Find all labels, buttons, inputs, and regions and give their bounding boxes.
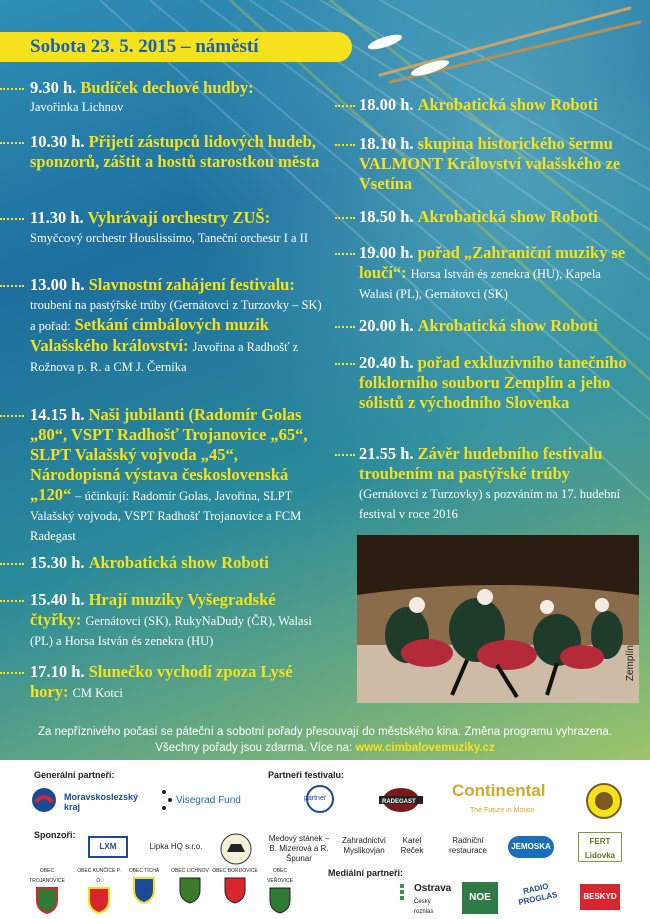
town-trojanovice-logo: OBEC TROJANOVICE — [24, 866, 70, 912]
town-kuncice-logo: OBEC KUNČICE P. O. — [76, 866, 122, 912]
radio-proglas-logo: RADIO PROGLAS — [517, 881, 559, 908]
event-1800: 18.00 h. Akrobatická show Roboti — [335, 95, 635, 119]
coat-of-arms-icon — [223, 876, 247, 904]
coat-of-arms-icon — [35, 886, 59, 914]
notice-line-1: Za nepříznivého počasí se páteční a sobotní pořady přesouvají do městského kina. Změna programu vyhrazena. — [37, 726, 613, 738]
event-1415: 14.15 h. Naši jubilanti (Radomír Golas „80“, VSPT Radhošť Trojanovice „65“, SLPT Valašský vojvoda „45“, Národopisná výstava československá „120“ – účinkují: Radomír Golas, Javořina, SLPT Valašský vojvoda, VSPT Radhošť Trojanovice a FCM Radegast — [0, 405, 330, 525]
partner-logo: partner — [300, 784, 340, 820]
event-1530: 15.30 h. Akrobatická show Roboti — [0, 553, 330, 577]
town-verovice-logo: OBEC VEŘOVICE — [260, 866, 300, 912]
hat-icon — [219, 832, 253, 866]
photo-credit: Zemplín — [625, 644, 636, 681]
coat-of-arms-icon — [178, 876, 202, 904]
shepherd-horns-icon — [360, 0, 650, 90]
continental-logo: Continental The Future in Motion — [452, 781, 546, 814]
event-1710: 17.10 h. Slunečko vychodí zpoza Lysé hory: CM Kotci — [0, 662, 330, 702]
sponsor-hat-logo — [218, 832, 254, 866]
notice — [0, 724, 650, 756]
event-1300: 13.00 h. Slavnostní zahájení festivalu: troubení na pastýřské trúby (Gernátovci z Turzovky – SK) a pořad: Setkání cimbálových muzik Valašského království: Javořina a Radhošť z Rožnova p. R. a CM J. Černíka — [0, 275, 330, 395]
event-1130: 11.30 h. Vyhrávají orchestry ZUŠ: Smyčcový orchestr Houslissimo, Taneční orchestr I a II — [0, 208, 330, 258]
zahradnictvi-logo: Zahradnictví Myslikovjan — [341, 836, 387, 855]
event-1540: 15.40 h. Hrají muziky Vyšegradské čtyřky: Gernátovci (SK), RukyNaDudy (ČR), Walasi (PL) a Horsa István és zenekra (HU) — [0, 590, 330, 650]
event-0930: 9.30 h. Budíček dechové hudby: Javořinka Lichnov — [0, 78, 330, 118]
lxm-logo: LXM — [88, 836, 128, 858]
coat-of-arms-icon — [132, 876, 156, 904]
radio-bars-icon — [400, 884, 412, 900]
sponsors-title: Sponzoři: — [34, 830, 76, 840]
event-1810: 18.10 h. skupina historického šermu VALMONT Království valašského ze Vsetína — [335, 134, 635, 194]
town-lichnov-logo: OBEC LICHNOV — [170, 866, 210, 912]
town-ticha-logo: OBEC TICHÁ — [124, 866, 164, 912]
visegrad-dots-icon — [160, 788, 174, 814]
jemoska-logo: JEMOSKA — [508, 836, 554, 858]
cro-ostrava-logo: Ostrava Český rozhlas — [400, 884, 450, 914]
website-link[interactable]: www.cimbalovemuziky.cz — [355, 742, 495, 754]
event-1850: 18.50 h. Akrobatická show Roboti — [335, 207, 635, 231]
tv-noe-logo: NOE — [462, 882, 498, 914]
medovy-stanek-logo: Medový stánek – B. Mizerová a R. Špunar — [268, 834, 330, 863]
event-2000: 20.00 h. Akrobatická show Roboti — [335, 316, 635, 340]
radegast-logo: RADEGAST — [376, 786, 426, 818]
radnicni-restaurace-logo: Radniční restaurace — [449, 836, 487, 855]
event-1030: 10.30 h. Přijetí zástupců lidových hudeb, sponzorů, záštit a hostů starostkou města — [0, 132, 330, 192]
page-title: Sobota 23. 5. 2015 – náměstí — [0, 32, 352, 62]
partners-section — [0, 760, 650, 919]
folk-dancers-image — [357, 535, 639, 703]
town-bordovice-logo: OBEC BORDOVICE — [212, 866, 258, 912]
notice-line-2: Všechny pořady jsou zdarma. Více na: www.cimbalovemuziky.cz — [155, 742, 495, 754]
visegrad-fund-logo: Visegrad Fund — [160, 788, 260, 816]
beskyd-logo: BESKYD — [580, 884, 620, 910]
coat-of-arms-icon — [268, 886, 292, 914]
fert-lidovka-logo: FERT Lidovka — [578, 832, 622, 862]
coat-of-arms-icon — [87, 886, 111, 914]
event-2040: 20.40 h. pořad exkluzivního tanečního folklorního souboru Zemplín a jeho sólistů z východního Slovenka — [335, 353, 635, 433]
dancers-photo — [357, 535, 639, 703]
event-2155: 21.55 h. Závěr hudebního festivalu troubením na pastýřské trúby (Gernátovci z Turzovky) s pozváním na 17. hudební festival v roce 2016 — [335, 444, 635, 524]
moravskoslezsky-kraj-logo: Moravskoslezský kraj — [30, 784, 140, 818]
event-1900: 19.00 h. pořad „Zahraniční muziky se loučí“: Horsa István és zenekra (HU), Kapela Walasi (PL), Gernátovci (SK) — [335, 243, 635, 303]
general-partners-title: Generální partneři: — [34, 770, 115, 780]
festival-partners-title: Partneři festivalu: — [268, 770, 345, 780]
karel-recek-logo: Karel Reček — [400, 836, 424, 855]
seal-icon — [585, 782, 623, 820]
festival-seal-logo — [584, 782, 624, 822]
lipka-logo: Lipka HQ s.r.o. — [149, 842, 203, 851]
kraj-emblem-icon — [30, 786, 58, 814]
media-partners-title: Mediální partneři: — [328, 868, 404, 878]
